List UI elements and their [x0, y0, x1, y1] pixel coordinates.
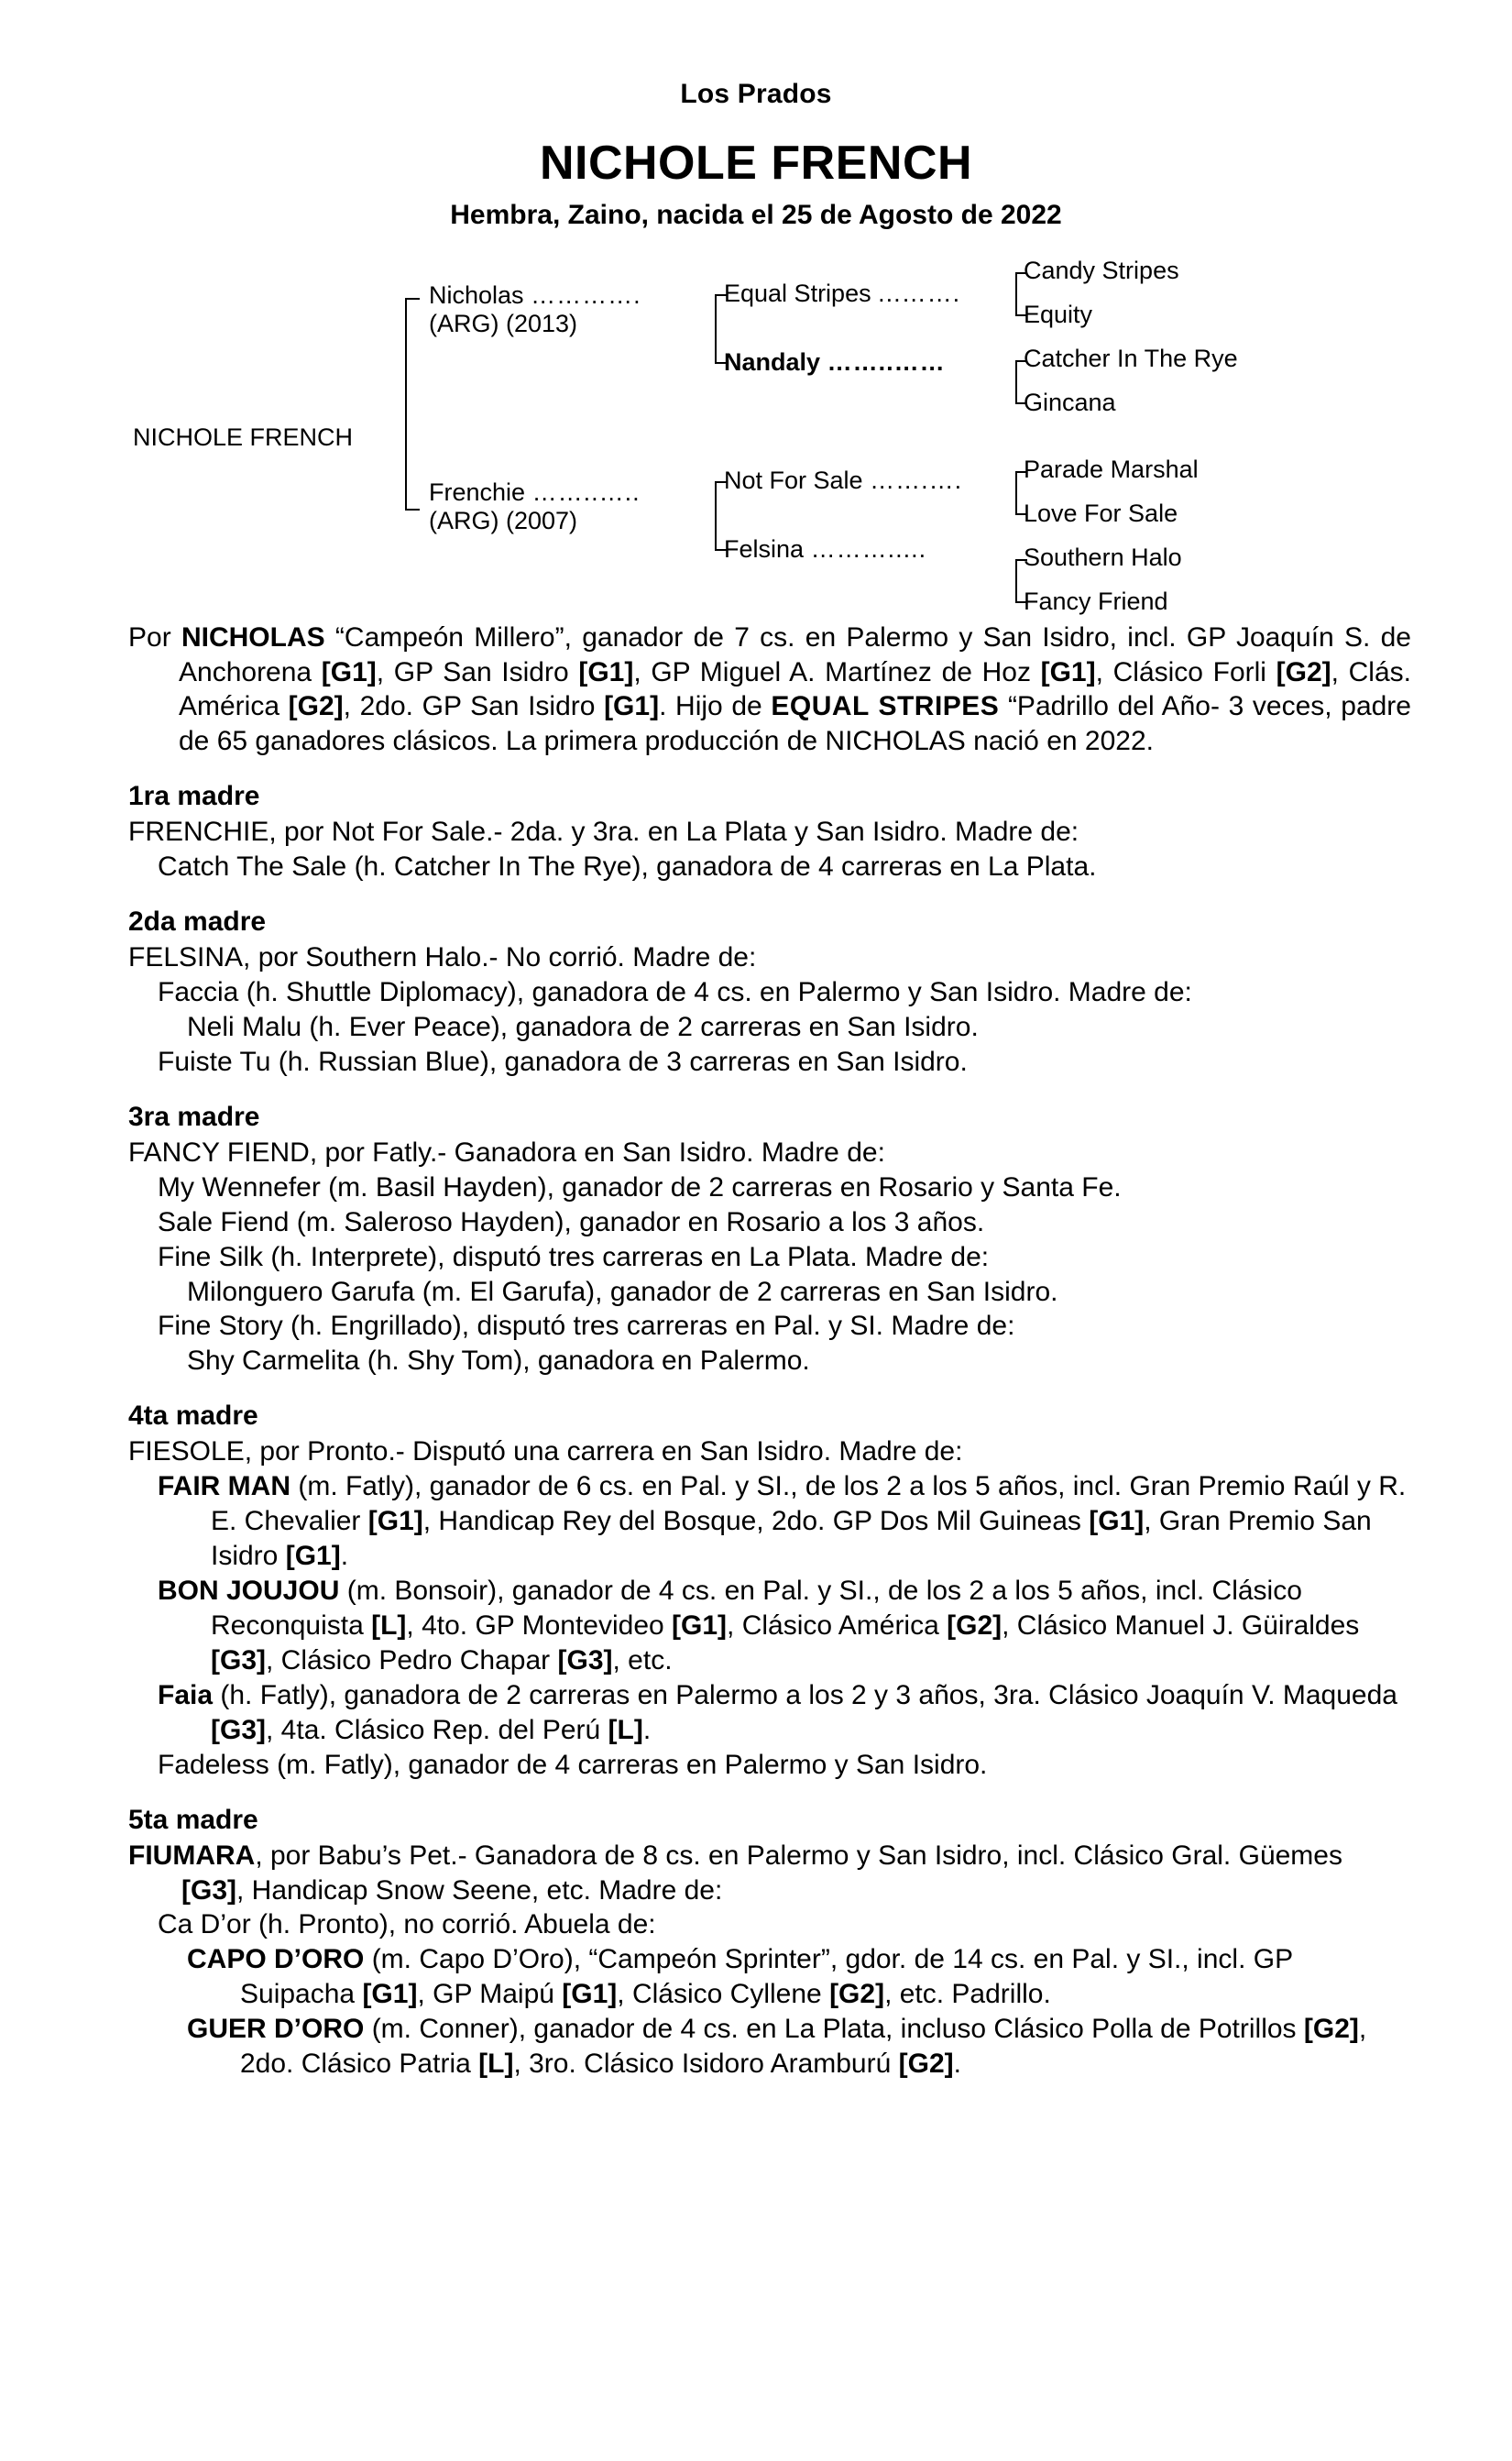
pedigree-entry-text: , por Babu’s Pet.- Ganadora de 8 cs. en Palermo y San Isidro, incl. Clásico Gral. Güemes	[255, 1840, 1342, 1871]
pedigree-entry-text: , Handicap Snow Seene, etc. Madre de:	[236, 1874, 723, 1906]
intro-sire-name: NICHOLAS	[181, 621, 325, 653]
pedigree-entry-text: , Clásico Cyllene	[617, 1979, 830, 2010]
pedigree-dam-origin: (ARG) (2007)	[429, 507, 578, 535]
intro-l3-e: .	[659, 691, 667, 722]
pedigree-gen2-3-dots: ……….....	[810, 534, 927, 563]
pedigree-line: Fuiste Tu (h. Russian Blue), ganadora de 3 carreras en San Isidro.	[158, 1046, 968, 1077]
pedigree-entry	[187, 2012, 1411, 2082]
dam-family-sections	[0, 779, 1512, 2082]
pedigree-sire-name: Nicholas	[429, 280, 524, 309]
pedigree-gen3-1: Equity	[1024, 300, 1093, 328]
pedigree-entry	[158, 1678, 1411, 1748]
pedigree-entry-lead	[158, 1471, 290, 1501]
farm-name: Los Prados	[680, 79, 832, 109]
intro-l2-c: , GP Miguel A. Martínez	[633, 656, 942, 687]
pedigree-dam	[429, 478, 641, 537]
horse-name-bold: Faia	[158, 1679, 214, 1710]
pedigree-entry-text: , Handicap Rey del Bosque, 2do. GP Dos Mil Guineas	[422, 1506, 1090, 1537]
grade-badge: [G1]	[1089, 1506, 1145, 1537]
pedigree-line: Fine Silk (h. Interprete), disputó tres carreras en La Plata. Madre de:	[158, 1241, 990, 1272]
grade-badge: [G2]	[288, 691, 344, 722]
pedigree-entry-text: , 4ta. Clásico Rep. del Perú	[266, 1714, 608, 1745]
grade-badge: [G2]	[1276, 656, 1331, 687]
pedigree-line: FANCY FIEND, por Fatly.- Ganadora en San Isidro. Madre de:	[128, 1137, 885, 1168]
pedigree-entry-lead	[187, 1944, 364, 1974]
pedigree-gen2-0	[724, 280, 960, 309]
grade-badge: [G1]	[367, 1506, 423, 1537]
grade-badge: [G2]	[829, 1979, 885, 2010]
pedigree-line: Fine Story (h. Engrillado), disputó tres carreras en Pal. y SI. Madre de:	[158, 1311, 1015, 1342]
pedigree-entry	[158, 1469, 1411, 1574]
section-heading: 4ta madre	[128, 1401, 258, 1432]
pedigree-gen3-7: Fancy Friend	[1024, 587, 1168, 615]
pedigree-tree	[0, 256, 1512, 615]
pedigree-entry-text: , 2do. Clásico Patria	[240, 2014, 1367, 2080]
intro-l2-a: GP Joaquín S. de Anchorena	[179, 621, 1411, 687]
grade-badge: [G3]	[211, 1714, 266, 1745]
horse-name-bold: CAPO D’ORO	[187, 1944, 365, 1975]
pedigree-entry-text: (m. Conner), ganador de 4 cs. en La Plata, incluso Clásico Polla de Potrillos	[364, 2014, 1304, 2045]
pedigree-entry-lead	[128, 1840, 255, 1871]
pedigree-entry-lead	[187, 2014, 364, 2044]
section-heading: 5ta madre	[128, 1804, 258, 1835]
pedigree-dam-dots: ……..…..	[531, 478, 641, 506]
pedigree-gen2-2-name: Not For Sale	[724, 466, 863, 494]
grade-badge: [G1]	[321, 656, 377, 687]
pedigree-gen2-1	[724, 348, 946, 378]
pedigree-gen2-3	[724, 535, 926, 565]
pedigree-line: Shy Carmelita (h. Shy Tom), ganadora en Palermo.	[187, 1346, 810, 1377]
pedigree-catalog-page	[0, 79, 1512, 2461]
intro-l2-b: , GP San Isidro	[376, 656, 579, 687]
grade-badge: [G1]	[362, 1979, 418, 2010]
intro-grandsire-name: EQUAL STRIPES	[771, 691, 1000, 722]
grade-badge: [G1]	[672, 1610, 728, 1641]
grade-badge: [G3]	[181, 1874, 236, 1906]
sire-description-line-1	[128, 621, 1411, 760]
intro-por: Por	[128, 621, 181, 653]
pedigree-gen2-2	[724, 467, 962, 496]
pedigree-entry	[128, 1839, 1411, 1908]
horse-name: NICHOLE FRENCH	[539, 137, 973, 190]
pedigree-entry-text: (m. Capo D’Oro), “Campeón Sprinter”, gdor. de 14 cs. en Pal. y SI., incl. GP Suipacha	[240, 1944, 1293, 2010]
horse-details: Hembra, Zaino, nacida el 25 de Agosto de 2022	[450, 199, 1062, 230]
pedigree-line: FRENCHIE, por Not For Sale.- 2da. y 3ra. en La Plata y San Isidro. Madre de:	[128, 817, 1079, 848]
pedigree-entry	[187, 1942, 1411, 2012]
intro-l3-a: de Hoz	[941, 656, 1041, 687]
pedigree-line: FIESOLE, por Pronto.- Disputó una carrera en San Isidro. Madre de:	[128, 1436, 963, 1467]
intro-l3-b: , Clásico Forli	[1095, 656, 1276, 687]
pedigree-entry-text: , 4to. GP Montevideo	[406, 1610, 673, 1641]
intro-l4-a: Hijo de	[675, 691, 772, 722]
intro-l3-c: , Clás. América	[179, 656, 1411, 722]
pedigree-line: FELSINA, por Southern Halo.- No corrió. Madre de:	[128, 942, 757, 973]
sire-description	[0, 621, 1512, 760]
pedigree-gen3-4: Parade Marshal	[1024, 455, 1199, 483]
section-heading: 1ra madre	[128, 781, 260, 812]
pedigree-entry-text: , Clásico Pedro Chapar	[266, 1644, 558, 1675]
grade-badge: [G1]	[578, 656, 634, 687]
pedigree-entry-text: , 3ro. Clásico Isidoro Aramburú	[513, 2049, 899, 2080]
pedigree-gen3-6: Southern Halo	[1024, 543, 1182, 571]
pedigree-entry-text: .	[642, 1714, 652, 1745]
intro-l5: clásicos. La primera producción de NICHOLAS nació en 2022.	[392, 726, 1154, 757]
pedigree-entry-text: Ca D’or (h. Pronto), no corrió. Abuela de:	[158, 1909, 656, 1940]
pedigree-entry-lead	[158, 1680, 213, 1710]
pedigree-entry-text: (m. Fatly), ganador de 6 cs. en Pal. y SI., de los 2 a los 5 años, incl. Gran Premio Raúl y R. E. Chevalier	[211, 1471, 1407, 1537]
pedigree-entry-text: , etc. Padrillo.	[884, 1979, 1051, 2010]
pedigree-gen3-0: Candy Stripes	[1024, 256, 1179, 284]
pedigree-line: Neli Malu (h. Ever Peace), ganadora de 2 carreras en San Isidro.	[187, 1011, 979, 1042]
pedigree-entry	[158, 1574, 1411, 1678]
grade-badge: [L]	[478, 2049, 514, 2080]
pedigree-entry-text: , GP Maipú	[417, 1979, 563, 2010]
pedigree-gen2-3-name: Felsina	[724, 534, 805, 563]
pedigree-line: Sale Fiend (m. Saleroso Hayden), ganador en Rosario a los 3 años.	[158, 1206, 985, 1237]
pedigree-entry-text: , Gran Premio San Isidro	[211, 1506, 1372, 1572]
horse-name-bold: FAIR MAN	[158, 1471, 290, 1502]
section-heading: 2da madre	[128, 906, 267, 938]
pedigree-gen2-1-dots: ……..……	[827, 347, 946, 376]
pedigree-entry-text: , Clásico Manuel J. Güiraldes	[1002, 1610, 1360, 1641]
pedigree-line: My Wennefer (m. Basil Hayden), ganador de 2 carreras en Rosario y Santa Fe.	[158, 1171, 1122, 1203]
intro-l1-tail: “Campeón Millero”, ganador de 7 cs. en Palermo y San Isidro, incl.	[324, 621, 1187, 653]
grade-badge: [G1]	[285, 1541, 341, 1572]
pedigree-entry	[158, 1748, 1411, 1783]
pedigree-gen2-2-dots: …….….	[870, 466, 963, 494]
grade-badge: [L]	[371, 1610, 407, 1641]
pedigree-gen3-2: Catcher In The Rye	[1024, 344, 1238, 372]
grade-badge: [G2]	[1303, 2014, 1359, 2045]
intro-l4-b: “Padrillo del Año- 3 veces, padre de 65 ganadores	[179, 691, 1411, 757]
horse-name-bold: GUER D’ORO	[187, 2014, 365, 2045]
pedigree-entry-lead	[158, 1576, 339, 1606]
horse-name-bold: FIUMARA	[128, 1840, 256, 1871]
pedigree-subject: NICHOLE FRENCH	[133, 423, 354, 451]
grade-badge: [G2]	[898, 2049, 954, 2080]
horse-name-bold: BON JOUJOU	[158, 1576, 340, 1607]
pedigree-entry	[158, 1907, 1411, 1942]
pedigree-entry-text: , Clásico América	[727, 1610, 948, 1641]
pedigree-gen3-5: Love For Sale	[1024, 499, 1178, 527]
pedigree-gen2-0-name: Equal Stripes	[724, 279, 871, 307]
pedigree-gen2-1-name: Nandaly	[724, 347, 821, 376]
grade-badge: [G2]	[947, 1610, 1003, 1641]
grade-badge: [G3]	[557, 1644, 613, 1675]
pedigree-bracket-main	[405, 298, 420, 511]
pedigree-line: Catch The Sale (h. Catcher In The Rye), ganadora de 4 carreras en La Plata.	[158, 851, 1097, 883]
pedigree-entry-text: , etc.	[612, 1644, 673, 1675]
pedigree-entry-text: .	[340, 1541, 349, 1572]
grade-badge: [G1]	[604, 691, 660, 722]
pedigree-line: Faccia (h. Shuttle Diplomacy), ganadora de 4 cs. en Palermo y San Isidro. Madre de:	[158, 977, 1192, 1008]
grade-badge: [L]	[608, 1714, 643, 1745]
intro-l3-d: , 2do. GP San Isidro	[343, 691, 605, 722]
pedigree-entry-text: (m. Bonsoir), ganador de 4 cs. en Pal. y SI., de los 2 a los 5 años, incl. Clásico Reconquista	[211, 1576, 1302, 1641]
pedigree-line: Milonguero Garufa (m. El Garufa), ganador de 2 carreras en San Isidro.	[187, 1276, 1058, 1307]
pedigree-entry-text: Fadeless (m. Fatly), ganador de 4 carreras en Palermo y San Isidro.	[158, 1749, 988, 1780]
pedigree-gen2-0-dots: ...…….	[878, 279, 961, 307]
grade-badge: [G1]	[562, 1979, 618, 2010]
pedigree-dam-name: Frenchie	[429, 478, 526, 506]
pedigree-sire	[429, 281, 641, 340]
section-heading: 3ra madre	[128, 1101, 260, 1132]
pedigree-entry-text: (h. Fatly), ganadora de 2 carreras en Palermo a los 2 y 3 años, 3ra. Clásico Joaquín V. Maqueda	[213, 1679, 1397, 1710]
pedigree-sire-dots: ………….	[531, 280, 641, 309]
pedigree-gen3-3: Gincana	[1024, 388, 1116, 416]
pedigree-sire-origin: (ARG) (2013)	[429, 310, 578, 338]
grade-badge: [G1]	[1040, 656, 1096, 687]
grade-badge: [G3]	[211, 1644, 266, 1675]
pedigree-entry-text: .	[953, 2049, 961, 2080]
